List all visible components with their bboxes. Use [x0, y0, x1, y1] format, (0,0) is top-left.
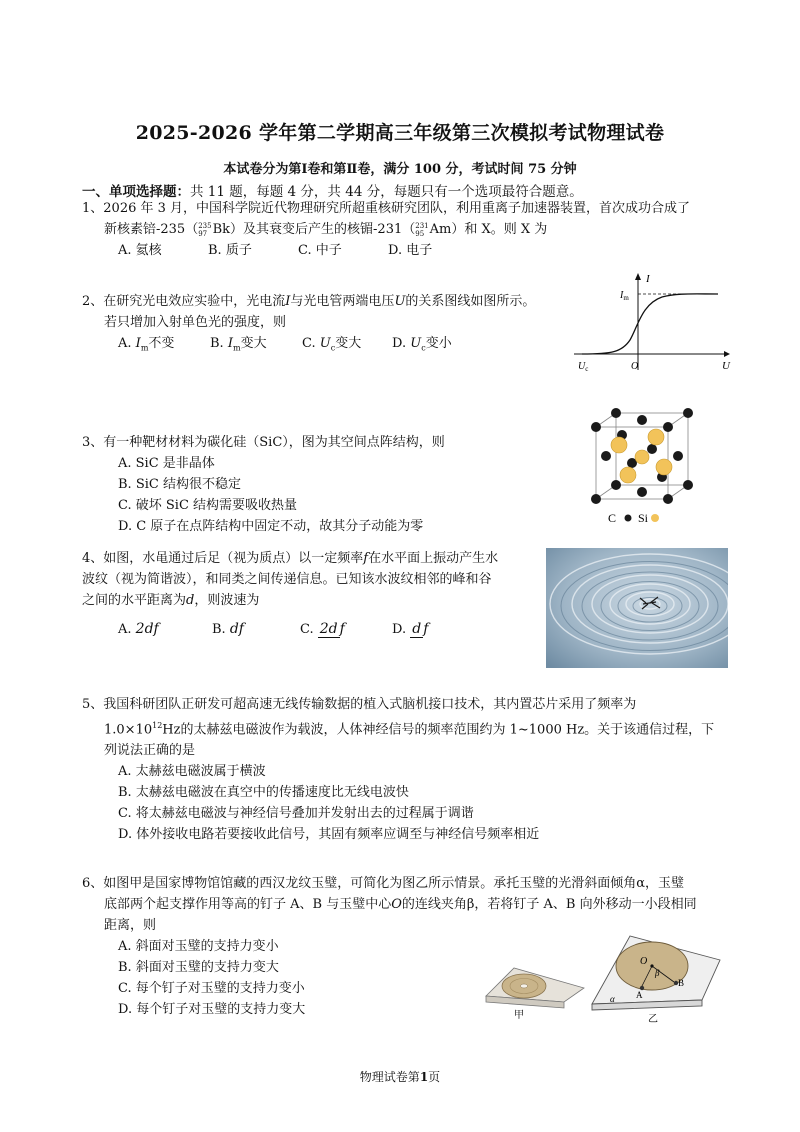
question-5	[82, 694, 714, 845]
photoelectric-graph	[572, 270, 732, 374]
nuclide-am	[415, 219, 451, 240]
q4-opt-d-label: D.	[392, 622, 407, 637]
q4-opt-a-label: A.	[118, 622, 132, 637]
q2-opt-d-text: 变小	[425, 336, 452, 351]
q5-option-a[interactable]: A. 太赫兹电磁波属于横波	[118, 764, 266, 780]
q6-option-d[interactable]: D. 每个钉子对玉璧的支持力变大	[118, 1002, 306, 1017]
q2-line-2: 若只增加入射单色光的强度，则	[104, 315, 287, 330]
q5-option-b[interactable]: B. 太赫兹电磁波在真空中的传播速度比无线电波快	[118, 785, 409, 801]
q2-text-b: 与光电管两端电压	[290, 294, 395, 309]
graph-uc-label: $U_c$	[578, 361, 589, 373]
q2-opt-b-sub: m	[232, 343, 241, 353]
q4-option-a[interactable]	[118, 619, 212, 640]
q2-opt-b-label: B.	[210, 336, 224, 351]
q5-option-d[interactable]: D. 体外接收电路若要接收此信号，其固有频率应调至与神经信号频率相近	[118, 827, 540, 843]
nuclide-bk	[198, 219, 230, 240]
am-mass-number: 231	[415, 221, 429, 230]
q4-opt-d-fraction	[410, 622, 428, 638]
q4-opt-b-label: B.	[212, 622, 226, 637]
q4-text-d: ，则波速为	[194, 593, 260, 608]
am-symbol: Am	[429, 222, 452, 237]
water-ripple-photo	[546, 548, 728, 668]
graph-x-label: U	[722, 360, 730, 372]
page-footer	[0, 1068, 800, 1085]
q4-opt-c-label: C.	[300, 622, 314, 637]
q5-line-2	[82, 715, 714, 740]
q6-text-b: 的连线夹角β，若将钉子 A、B 向外移动一小段相同	[401, 897, 697, 912]
fig-yi-alpha-label: α	[610, 994, 615, 1004]
bk-symbol: Bk	[212, 222, 231, 237]
graph-x-arrow	[724, 351, 730, 357]
q2-option-a[interactable]	[118, 333, 210, 359]
jade-disc-photo-jia	[484, 958, 588, 1020]
q4-opt-c-fraction	[318, 622, 345, 638]
q2-opt-d-sub: c	[421, 343, 426, 353]
q2-opt-b-sym: I	[227, 336, 233, 351]
q5-text-b: 的太赫兹电磁波作为载波，人体神经信号的频率范围约为 1~1000 Hz。关于该通信过程，下	[180, 722, 715, 738]
legend-c-label: C	[608, 511, 617, 525]
q2-symbol-u: U	[394, 294, 406, 309]
q5-line-1: 5、我国科研团队正研发可超高速无线传输数据的植入式脑机接口技术，其内置芯片采用了频率为	[82, 697, 637, 712]
q3-options	[118, 453, 445, 537]
section-description: 共 11 题，每题 4 分，共 44 分，每题只有一个选项最符合题意。	[190, 184, 583, 200]
q3-line-1: 3、有一种靶材材料为碳化硅（SiC），图为其空间点阵结构，则	[82, 435, 445, 450]
q1-options	[82, 240, 690, 261]
exam-title: 2025-2026 学年第二学期高三年级第三次模拟考试物理试卷	[135, 122, 665, 144]
am-atomic-number: 95	[415, 229, 425, 238]
q4-opt-a-value: 2df	[135, 621, 159, 637]
q2-opt-a-sym: I	[135, 336, 141, 351]
q5-freq-mantissa: 1.0×10	[104, 722, 153, 738]
q2-options	[82, 333, 535, 359]
footer-prefix: 物理试卷第	[359, 1070, 420, 1084]
q2-opt-d-label: D.	[392, 336, 407, 351]
q6-line-2	[82, 894, 697, 915]
q2-opt-b-text: 变大	[240, 336, 267, 351]
graph-y-arrow	[635, 273, 641, 280]
q3-option-a[interactable]: A. SiC 是非晶体	[118, 456, 215, 471]
q2-opt-c-text: 变大	[335, 336, 362, 351]
q6-line-1: 6、如图甲是国家博物馆馆藏的西汉龙纹玉璧，可简化为图乙所示情景。承托玉璧的光滑斜面倾角α，玉璧	[82, 876, 685, 891]
q4-line-3	[82, 590, 498, 611]
q2-option-c[interactable]	[302, 333, 392, 359]
q1-line-1: 1、2026 年 3 月，中国科学院近代物理研究所超重核研究团队，利用重离子加速器装置，首次成功合成了	[82, 201, 691, 216]
q2-opt-d-sym: U	[410, 336, 422, 351]
q1-option-c[interactable]: C. 中子	[298, 243, 342, 258]
q1-option-b[interactable]: B. 质子	[208, 243, 252, 258]
q5-freq-unit: Hz	[162, 722, 181, 738]
legend-c-swatch	[625, 515, 632, 522]
q2-option-b[interactable]	[210, 333, 302, 359]
q3-option-d[interactable]: D. C 原子在点阵结构中固定不动，故其分子动能为零	[118, 519, 424, 534]
q4-option-d[interactable]	[392, 619, 472, 640]
fig-yi-b-label: B	[678, 978, 685, 988]
q4-text-b: 在水平面上振动产生水	[368, 551, 499, 566]
q6-line-3: 距离，则	[104, 918, 157, 933]
q2-opt-c-label: C.	[302, 336, 316, 351]
q3-option-b[interactable]: B. SiC 结构很不稳定	[118, 477, 241, 492]
graph-origin-label: O	[631, 361, 639, 372]
q5-line-3: 列说法正确的是	[104, 743, 196, 759]
q4-opt-c-num: 2d	[319, 620, 338, 637]
fig-yi-beta-label: β	[655, 968, 660, 978]
q4-option-c[interactable]	[300, 619, 392, 640]
q6-option-a[interactable]: A. 斜面对玉璧的支持力变小	[118, 939, 279, 954]
question-3	[82, 432, 445, 537]
q4-text-a: 4、如图，水黾通过后足（视为质点）以一定频率	[82, 551, 364, 566]
q2-opt-c-sym: U	[319, 336, 331, 351]
q2-opt-a-text: 不变	[148, 336, 175, 351]
q1-text-b: ）及其衰变后产生的核镅-231（	[230, 222, 416, 237]
incline-diagram-yi	[590, 932, 730, 1024]
q4-option-b[interactable]	[212, 619, 300, 640]
bk-atomic-number: 97	[198, 229, 208, 238]
legend-si-swatch	[651, 514, 659, 522]
q1-text-a: 新核素锫-235（	[104, 222, 199, 237]
q2-opt-a-sub: m	[140, 343, 149, 353]
section-heading	[82, 180, 583, 200]
q4-symbol-f: f	[363, 551, 369, 566]
q6-option-c[interactable]: C. 每个钉子对玉璧的支持力变小	[118, 981, 305, 996]
q4-opt-d-num: d	[412, 620, 422, 637]
q2-line-1	[82, 291, 535, 312]
q2-opt-c-sub: c	[330, 343, 336, 353]
bk-mass-number: 235	[198, 221, 212, 230]
q5-option-c[interactable]: C. 将太赫兹电磁波与神经信号叠加并发射出去的过程属于调谐	[118, 806, 474, 822]
fig-jia-label: 甲	[514, 1010, 524, 1020]
question-4	[82, 548, 498, 640]
q4-opt-b-value: df	[229, 621, 244, 637]
fig-yi-a-label: A	[636, 990, 643, 1000]
q1-option-a[interactable]: A. 氦核	[118, 243, 162, 258]
q5-freq-exponent: 12	[152, 721, 163, 730]
q5-options	[118, 761, 714, 845]
q2-symbol-i: I	[285, 294, 291, 309]
silicon-atoms	[611, 429, 672, 483]
q1-text-c: ）和 X。则 X 为	[451, 222, 548, 237]
graph-im-label: $I_m$	[620, 290, 629, 302]
q2-option-d[interactable]	[392, 333, 482, 359]
q4-symbol-d: d	[186, 593, 195, 608]
q4-opt-c-den: f	[339, 620, 345, 637]
footer-suffix: 页	[428, 1070, 441, 1084]
graph-y-label: I	[646, 273, 650, 285]
q6-option-b[interactable]: B. 斜面对玉璧的支持力变大	[118, 960, 279, 975]
q2-opt-a-label: A.	[118, 336, 132, 351]
q3-option-c[interactable]: C. 破坏 SiC 结构需要吸收热量	[118, 498, 298, 513]
question-2	[82, 291, 535, 359]
legend-si-label: Si	[638, 511, 649, 525]
section-heading-label: 一、单项选择题：	[82, 184, 190, 200]
graph-curve	[582, 294, 718, 354]
q4-opt-d-den: f	[423, 620, 429, 637]
exam-subtitle: 本试卷分为第Ⅰ卷和第Ⅱ卷，满分 100 分，考试时间 75 分钟	[223, 162, 577, 177]
q2-text-c: 的关系图线如图所示。	[405, 294, 536, 309]
q1-line-2	[82, 219, 690, 240]
footer-page-number: 1	[419, 1070, 429, 1084]
fig-yi-o-label: O	[640, 956, 648, 967]
question-1	[82, 198, 690, 261]
q4-line-2: 波纹（视为简谐波），和同类之间传递信息。已知该水波纹相邻的峰和谷	[82, 572, 492, 587]
q6-text-a: 底部两个起支撑作用等高的钉子 A、B 与玉璧中心	[104, 897, 392, 912]
q4-options	[82, 619, 498, 640]
q1-option-d[interactable]: D. 电子	[388, 243, 433, 258]
q6-symbol-o: O	[391, 897, 402, 912]
q4-text-c: 之间的水平距离为	[82, 593, 187, 608]
fig-yi-label: 乙	[648, 1014, 658, 1024]
q2-text-a: 2、在研究光电效应实验中，光电流	[82, 294, 286, 309]
q4-line-1	[82, 548, 498, 569]
sic-lattice-figure	[586, 405, 704, 531]
